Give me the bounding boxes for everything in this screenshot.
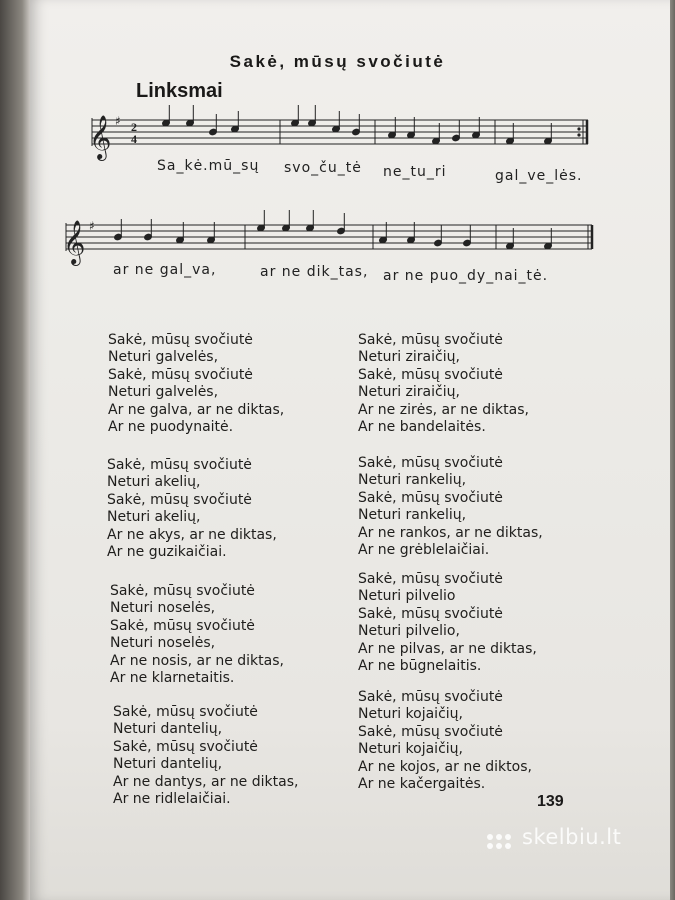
verse-3 xyxy=(110,583,284,687)
verse-line: Ar ne būgnelaitis. xyxy=(358,658,482,675)
verse-line: Ar ne dantys, ar ne diktas, xyxy=(113,773,299,790)
page-number: 139 xyxy=(537,793,564,810)
lyric-syllables-1a: Sa_kė.mū_sų xyxy=(157,158,260,174)
music-notation xyxy=(0,0,675,300)
verse-line: Ar ne ridlelaičiai. xyxy=(113,791,231,808)
verse-line: Ar ne grėblelaičiai. xyxy=(358,542,490,559)
verse-1 xyxy=(108,332,284,436)
verse-line: Neturi ziraičių, xyxy=(358,384,460,401)
verse-line: Sakė, mūsų svočiutė xyxy=(110,617,255,634)
verse-line: Neturi ziraičių, xyxy=(358,349,460,366)
lyric-syllables-1d: gal_ve_lės. xyxy=(495,168,583,184)
watermark-logo-icon xyxy=(484,829,520,855)
lyric-syllables-2b: ar ne dik_tas, xyxy=(260,264,369,280)
verse-line: Sakė, mūsų svočiutė xyxy=(358,571,503,587)
svg-text:2: 2 xyxy=(131,120,137,134)
notes-staff-2 xyxy=(114,210,553,250)
verse-line: Neturi kojaičių, xyxy=(358,741,463,758)
verse-line: Sakė, mūsų svočiutė xyxy=(358,366,503,383)
verse-line: Sakė, mūsų svočiutė xyxy=(358,605,503,622)
verse-line: Neturi pilvelio xyxy=(358,588,456,605)
verse-line: Sakė, mūsų svočiutė xyxy=(113,738,258,755)
verse-line: Neturi kojaičių, xyxy=(358,706,463,723)
time-signature xyxy=(131,120,137,146)
watermark-text: skelbiu.lt xyxy=(522,825,622,849)
verse-line: Sakė, mūsų svočiutė xyxy=(358,455,503,471)
verse-line: Ar ne nosis, ar ne diktas, xyxy=(110,652,284,669)
verse-line: Neturi galvelės, xyxy=(108,384,219,401)
svg-text:♯: ♯ xyxy=(89,219,95,233)
verse-line: Sakė, mūsų svočiutė xyxy=(358,723,503,740)
verse-line: Ar ne zirės, ar ne diktas, xyxy=(358,401,529,418)
verse-2 xyxy=(107,457,277,561)
verse-line: Ar ne kačergaitės. xyxy=(358,776,486,793)
tempo-marking: Linksmai xyxy=(136,80,223,102)
verse-line: Sakė, mūsų svočiutė xyxy=(358,689,503,705)
verse-line: Sakė, mūsų svočiutė xyxy=(358,332,503,348)
verse-line: Ar ne klarnetaitis. xyxy=(110,670,235,687)
verse-line: Sakė, mūsų svočiutė xyxy=(107,491,252,508)
verse-line: Ar ne puodynaitė. xyxy=(108,419,234,436)
verse-line: Neturi akelių, xyxy=(107,509,201,526)
verse-line: Ar ne pilvas, ar ne diktas, xyxy=(358,640,537,657)
verse-line: Ar ne bandelaitės. xyxy=(358,419,486,436)
verse-line: Sakė, mūsų svočiutė xyxy=(113,704,258,720)
verse-line: Ar ne rankos, ar ne diktas, xyxy=(358,524,543,541)
verse-line: Sakė, mūsų svočiutė xyxy=(110,583,255,599)
verse-line: Ar ne galva, ar ne diktas, xyxy=(108,401,285,418)
verse-8 xyxy=(358,689,532,793)
verse-line: Neturi rankelių, xyxy=(358,507,467,524)
lyric-syllables-2c: ar ne puo_dy_nai_tė. xyxy=(383,268,549,284)
verse-line: Neturi dantelių, xyxy=(113,721,223,738)
verse-line: Ar ne kojos, ar ne diktos, xyxy=(358,758,532,775)
verse-line: Sakė, mūsų svočiutė xyxy=(108,366,253,383)
verse-5 xyxy=(358,332,529,436)
song-title: Sakė, mūsų svočiutė xyxy=(229,52,446,71)
notes-staff-1 xyxy=(162,105,553,145)
svg-text:𝄞: 𝄞 xyxy=(89,115,112,159)
svg-text:♯: ♯ xyxy=(115,114,121,128)
verse-line: Neturi pilvelio, xyxy=(358,623,460,640)
lyric-syllables-2a: ar ne gal_va, xyxy=(113,262,217,278)
lyric-syllables-1c: ne_tu_ri xyxy=(383,164,447,180)
verse-line: Sakė, mūsų svočiutė xyxy=(108,332,253,348)
verse-line: Neturi noselės, xyxy=(110,635,216,652)
verse-7 xyxy=(358,571,537,675)
verse-line: Neturi noselės, xyxy=(110,600,216,617)
verse-line: Ar ne akys, ar ne diktas, xyxy=(107,526,277,543)
lyric-syllables-1b: svo_ču_tė xyxy=(284,160,362,176)
verse-line: Neturi rankelių, xyxy=(358,472,467,489)
svg-text:4: 4 xyxy=(131,132,137,146)
verse-line: Sakė, mūsų svočiutė xyxy=(358,489,503,506)
verse-line: Neturi dantelių, xyxy=(113,756,223,773)
verse-line: Ar ne guzikaičiai. xyxy=(107,544,227,561)
verse-line: Sakė, mūsų svočiutė xyxy=(107,457,252,473)
verse-4 xyxy=(113,704,298,808)
verse-line: Neturi akelių, xyxy=(107,474,201,491)
verse-line: Neturi galvelės, xyxy=(108,349,219,366)
verse-6 xyxy=(358,455,543,559)
svg-text:𝄞: 𝄞 xyxy=(63,220,86,264)
